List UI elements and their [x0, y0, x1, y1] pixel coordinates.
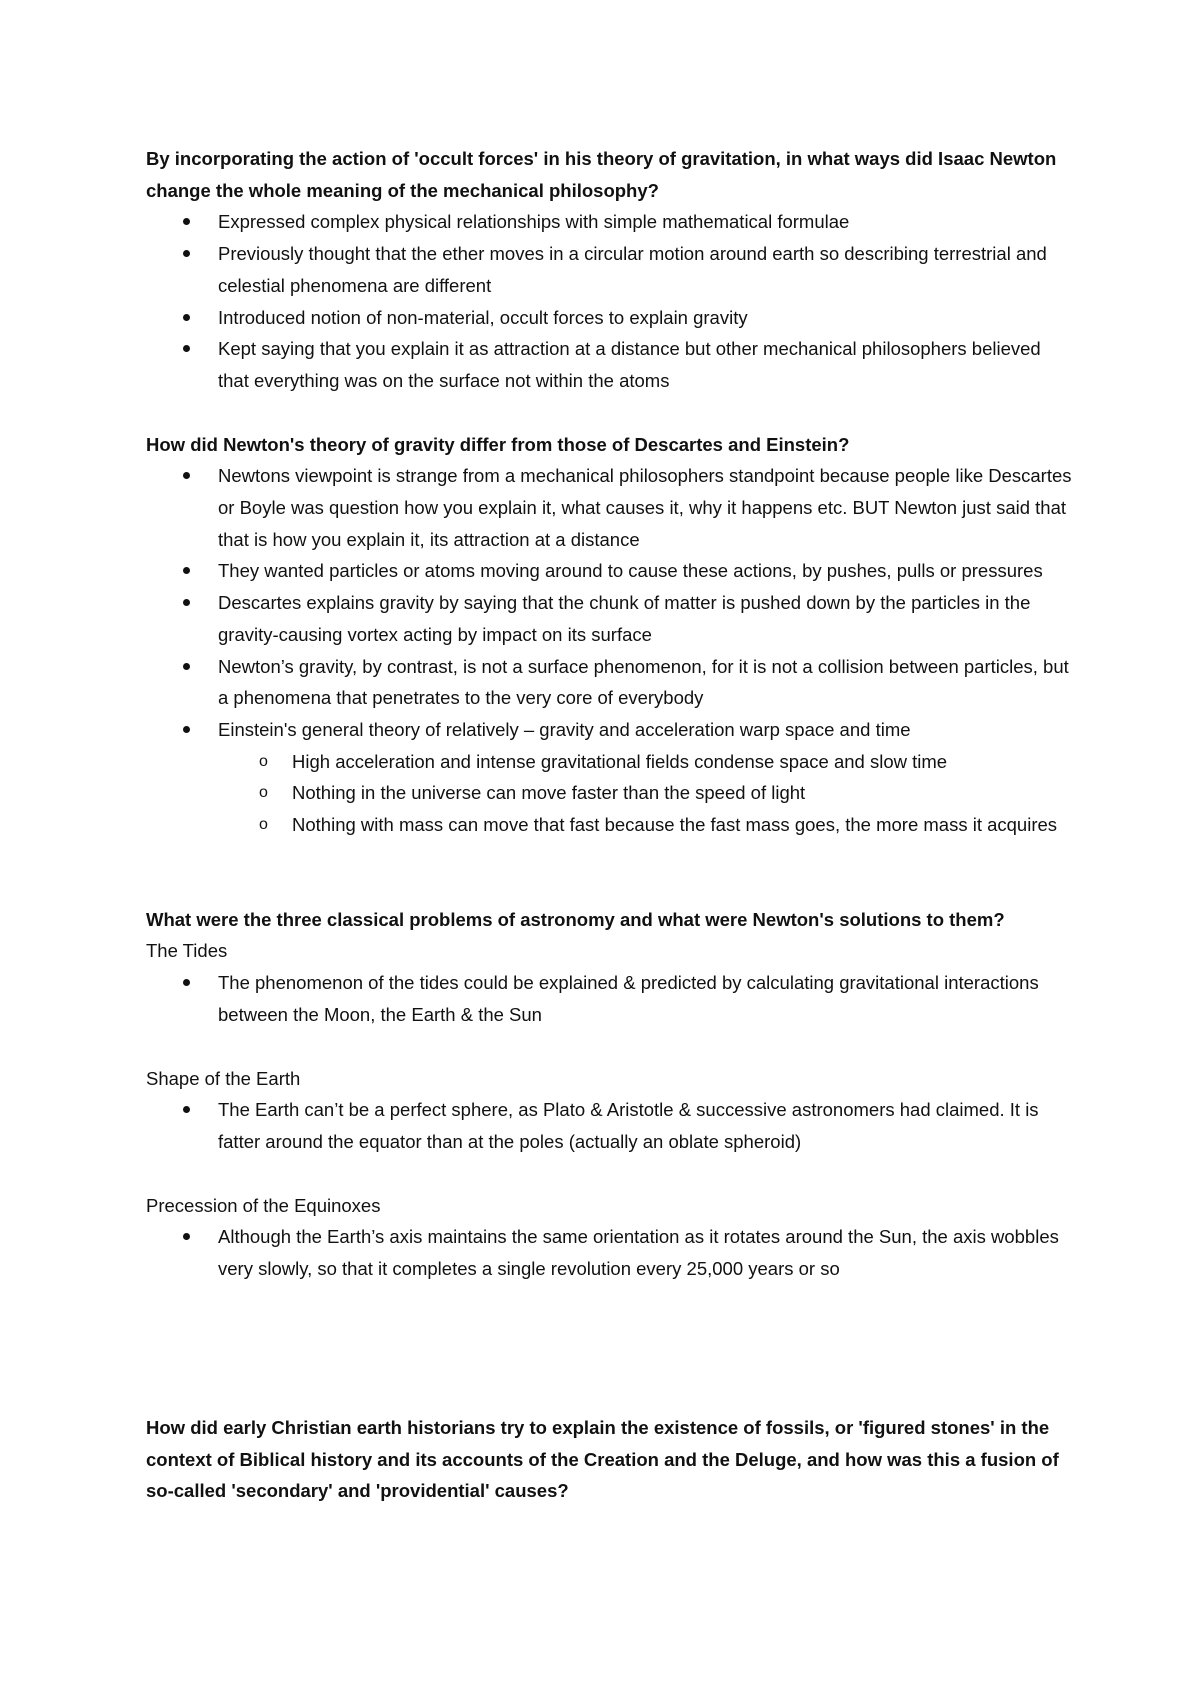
bullet-icon: [183, 1106, 190, 1113]
bullet-icon: [183, 218, 190, 225]
bullet-icon: [183, 663, 190, 670]
list-item: Previously thought that the ether moves in a circular motion around earth so describing terrestrial and celestial phenomena are different: [146, 238, 1076, 301]
bullet-icon: [183, 345, 190, 352]
spacer: [146, 397, 1076, 429]
question-heading: How did early Christian earth historians try to explain the existence of fossils, or 'figured stones' in the context of Biblical history and its accounts of the Creation and the Deluge, and how was this a fusion of so-called 'secondary' and 'providential' causes?: [146, 1416, 1059, 1502]
list-item: Kept saying that you explain it as attraction at a distance but other mechanical philosophers believed that everything was on the surface not within the atoms: [146, 333, 1076, 396]
bullet-list: [146, 1094, 1076, 1157]
question-heading: How did Newton's theory of gravity differ from those of Descartes and Einstein?: [146, 433, 850, 455]
document-body: [146, 143, 1076, 1507]
bullet-list: [146, 460, 1076, 840]
bullet-list: [146, 206, 1076, 396]
bullet-icon: [183, 567, 190, 574]
spacer: [146, 1285, 1076, 1412]
bullet-icon: [183, 599, 190, 606]
subsection-heading: Shape of the Earth: [146, 1067, 301, 1089]
subsection-heading: Precession of the Equinoxes: [146, 1194, 381, 1216]
list-item: Descartes explains gravity by saying that the chunk of matter is pushed down by the particles in the gravity-causing vortex acting by impact on its surface: [146, 587, 1076, 650]
question-heading: By incorporating the action of 'occult forces' in his theory of gravitation, in what ways did Isaac Newton change the whole meaning of the mechanical philosophy?: [146, 148, 1057, 201]
sub-list-item: o Nothing in the universe can move faster than the speed of light: [146, 777, 1076, 809]
sub-bullet-marker: o: [259, 784, 268, 802]
list-item: Expressed complex physical relationships with simple mathematical formulae: [146, 206, 1076, 238]
list-item: The phenomenon of the tides could be explained & predicted by calculating gravitational interactions between the Moon, the Earth & the Sun: [146, 967, 1076, 1030]
list-item: Introduced notion of non-material, occult forces to explain gravity: [146, 302, 1076, 334]
spacer: [146, 1158, 1076, 1190]
question-heading: What were the three classical problems of astronomy and what were Newton's solutions to them?: [146, 908, 1005, 930]
bullet-list: [146, 967, 1076, 1030]
bullet-icon: [183, 1233, 190, 1240]
subsection-heading: The Tides: [146, 940, 228, 962]
sub-list-item: o High acceleration and intense gravitational fields condense space and slow time: [146, 746, 1076, 778]
bullet-icon: [183, 250, 190, 257]
bullet-icon: [183, 472, 190, 479]
sub-list-item: o Nothing with mass can move that fast because the fast mass goes, the more mass it acquires: [146, 809, 1076, 841]
bullet-icon: [183, 726, 190, 733]
bullet-icon: [183, 314, 190, 321]
list-item: The Earth can’t be a perfect sphere, as Plato & Aristotle & successive astronomers had claimed. It is fatter around the equator than at the poles (actually an oblate spheroid): [146, 1094, 1076, 1157]
sub-bullet-list: [218, 746, 1076, 841]
sub-bullet-marker: o: [259, 816, 268, 834]
spacer: [146, 1031, 1076, 1063]
list-item: Einstein's general theory of relatively – gravity and acceleration warp space and time o High acceleration and intense gravitational fields condense space and slow time o Nothing in the universe can move faster than the speed of light o Nothing with mass can move that fast because the fast mass goes, the more mass it acquires: [146, 714, 1076, 841]
spacer: [146, 841, 1076, 904]
sub-bullet-marker: o: [259, 752, 268, 770]
list-item: Although the Earth’s axis maintains the same orientation as it rotates around the Sun, the axis wobbles very slowly, so that it completes a single revolution every 25,000 years or so: [146, 1221, 1076, 1284]
bullet-icon: [183, 979, 190, 986]
list-item: Newton’s gravity, by contrast, is not a surface phenomenon, for it is not a collision between particles, but a phenomena that penetrates to the very core of everybody: [146, 651, 1076, 714]
list-item: Newtons viewpoint is strange from a mechanical philosophers standpoint because people like Descartes or Boyle was question how you explain it, what causes it, why it happens etc. BUT Newton just said that that is how you explain it, its attraction at a distance: [146, 460, 1076, 555]
bullet-list: [146, 1221, 1076, 1284]
list-item: They wanted particles or atoms moving around to cause these actions, by pushes, pulls or pressures: [146, 555, 1076, 587]
